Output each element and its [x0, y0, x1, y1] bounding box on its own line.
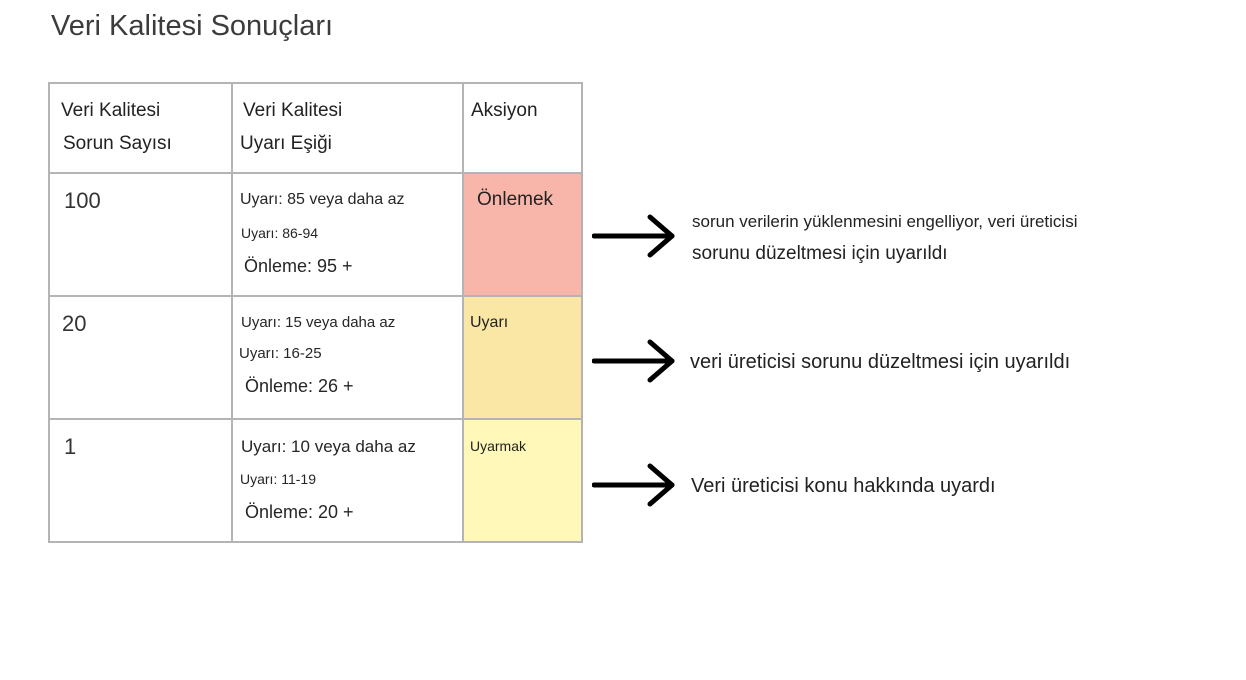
- action-description-line2: sorunu düzeltmesi için uyarıldı: [692, 243, 948, 264]
- action-label: Uyarı: [470, 314, 509, 331]
- action-label: Önlemek: [477, 189, 554, 210]
- table-row: [49, 173, 582, 296]
- threshold-warning-low: Uyarı: 85 veya daha az: [240, 191, 405, 208]
- issue-count-value: 20: [62, 311, 87, 336]
- threshold-cell: [232, 419, 463, 542]
- table-row: [49, 419, 582, 542]
- table-row: [49, 296, 582, 419]
- action-cell: [463, 296, 582, 419]
- arrow-right-icon: [592, 213, 678, 259]
- issue-count-cell: [49, 296, 232, 419]
- threshold-warning-low: Uyarı: 10 veya daha az: [241, 437, 416, 456]
- action-description-line1: sorun verilerin yüklenmesini engelliyor, veri üreticisi: [692, 212, 1078, 231]
- arrow-right-icon: [592, 462, 678, 508]
- table-header-row: [49, 83, 582, 173]
- threshold-prevention: Önleme: 20 +: [245, 502, 354, 522]
- header-action: [463, 83, 582, 173]
- threshold-cell: [232, 173, 463, 296]
- action-cell: [463, 173, 582, 296]
- header-issue-count-line2: Sorun Sayısı: [63, 133, 172, 154]
- issue-count-cell: [49, 419, 232, 542]
- action-label: Uyarmak: [470, 438, 527, 454]
- threshold-warning-range: Uyarı: 86-94: [241, 225, 319, 241]
- threshold-cell: [232, 296, 463, 419]
- issue-count-value: 100: [64, 188, 101, 213]
- header-issue-count: [49, 83, 232, 173]
- action-description: veri üreticisi sorunu düzeltmesi için uyarıldı: [690, 351, 1071, 373]
- header-issue-count-line1: Veri Kalitesi: [61, 100, 161, 121]
- header-warning-threshold-line2: Uyarı Eşiği: [240, 133, 332, 154]
- arrow-right-icon: [592, 338, 678, 384]
- threshold-prevention: Önleme: 26 +: [245, 376, 354, 396]
- threshold-warning-range: Uyarı: 11-19: [240, 471, 316, 487]
- issue-count-value: 1: [64, 434, 77, 459]
- threshold-warning-range: Uyarı: 16-25: [239, 345, 322, 362]
- issue-count-cell: [49, 173, 232, 296]
- data-quality-table: [48, 82, 583, 543]
- action-cell: [463, 419, 582, 542]
- threshold-prevention: Önleme: 95 +: [244, 256, 353, 276]
- header-action-label: Aksiyon: [471, 100, 538, 121]
- header-warning-threshold-line1: Veri Kalitesi: [243, 100, 343, 121]
- action-description: Veri üreticisi konu hakkında uyardı: [691, 475, 996, 497]
- header-warning-threshold: [232, 83, 463, 173]
- page-title: Veri Kalitesi Sonuçları: [51, 10, 334, 42]
- threshold-warning-low: Uyarı: 15 veya daha az: [241, 314, 396, 331]
